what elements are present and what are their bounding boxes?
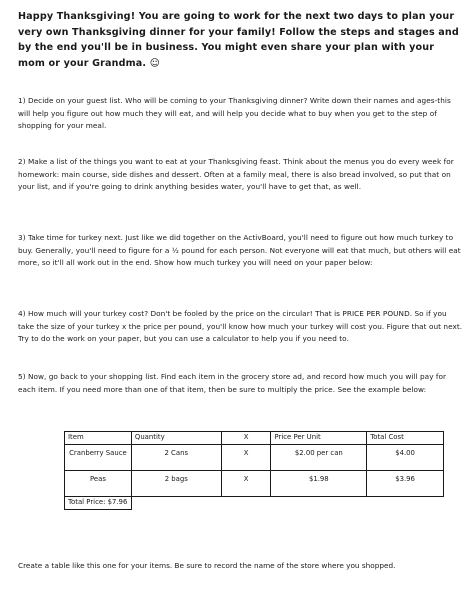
cell-price-per-unit: $1.98 xyxy=(271,471,367,497)
cell-total-cost: $4.00 xyxy=(367,445,444,471)
step-turkey-amount: 3) Take time for turkey next. Just like we did together on the ActivBoard, you'll need to figure out how much turkey to buy. Generally, you'll need to figure for a ½ pound for each person. Not everyone will eat that much, but others will eat more, so it'll all work out in the end. Show how much turkey you will need on your paper below: xyxy=(18,233,461,268)
example-price-table xyxy=(64,431,444,510)
cell-item: Peas xyxy=(65,471,132,497)
step-shopping-prices: 5) Now, go back to your shopping list. Find each item in the grocery store ad, and record how much you will pay for each item. If you need more than one of that item, then be sure to multiply the price. See the example below: xyxy=(18,372,447,394)
header-quantity: Quantity xyxy=(131,432,221,445)
total-price: Total Price: $7.96 xyxy=(65,497,132,510)
step-turkey-cost: 4) How much will your turkey cost? Don't be fooled by the price on the circular! That is PRICE PER POUND. So if you take the size of your turkey x the price per pound, you'll know how much your turkey will cost you. Figure that out next. Try to do the work on your paper, but you can use a calculator to help you if you need to. xyxy=(18,309,463,344)
header-item: Item xyxy=(65,432,132,445)
cell-price-per-unit: $2.00 per can xyxy=(271,445,367,471)
cell-total-cost: $3.96 xyxy=(367,471,444,497)
cell-x: X xyxy=(221,471,271,497)
intro-paragraph: Happy Thanksgiving! You are going to work for the next two days to plan your very own Thanksgiving dinner for your family! Follow the steps and stages and by the end you'll be in business. You might even share your plan with your mom or your Grandma. ☺ xyxy=(18,11,459,69)
cell-quantity: 2 bags xyxy=(131,471,221,497)
table-total-row xyxy=(65,497,444,510)
header-total-cost: Total Cost xyxy=(367,432,444,445)
step-guest-list: 1) Decide on your guest list. Who will be coming to your Thanksgiving dinner? Write down their names and ages-this will help you figure out how much they will eat, and will help you decide what to buy when you get to the step of shopping for your meal. xyxy=(18,96,451,131)
table-row xyxy=(65,471,444,497)
cell-item: Cranberry Sauce xyxy=(65,445,132,471)
cell-x: X xyxy=(221,445,271,471)
header-price-per-unit: Price Per Unit xyxy=(271,432,367,445)
cell-quantity: 2 Cans xyxy=(131,445,221,471)
table-row xyxy=(65,445,444,471)
step-menu-list: 2) Make a list of the things you want to eat at your Thanksgiving feast. Think about the menus you do every week for homework: main course, side dishes and dessert. Often at a family meal, there is also bread involved, so put that on your list, and if you're going to drink anything besides water, you'll have to get that, as well. xyxy=(18,157,454,192)
closing-instruction: Create a table like this one for your items. Be sure to record the name of the store where you shopped. xyxy=(18,561,396,570)
header-x: X xyxy=(221,432,271,445)
table-header-row xyxy=(65,432,444,445)
